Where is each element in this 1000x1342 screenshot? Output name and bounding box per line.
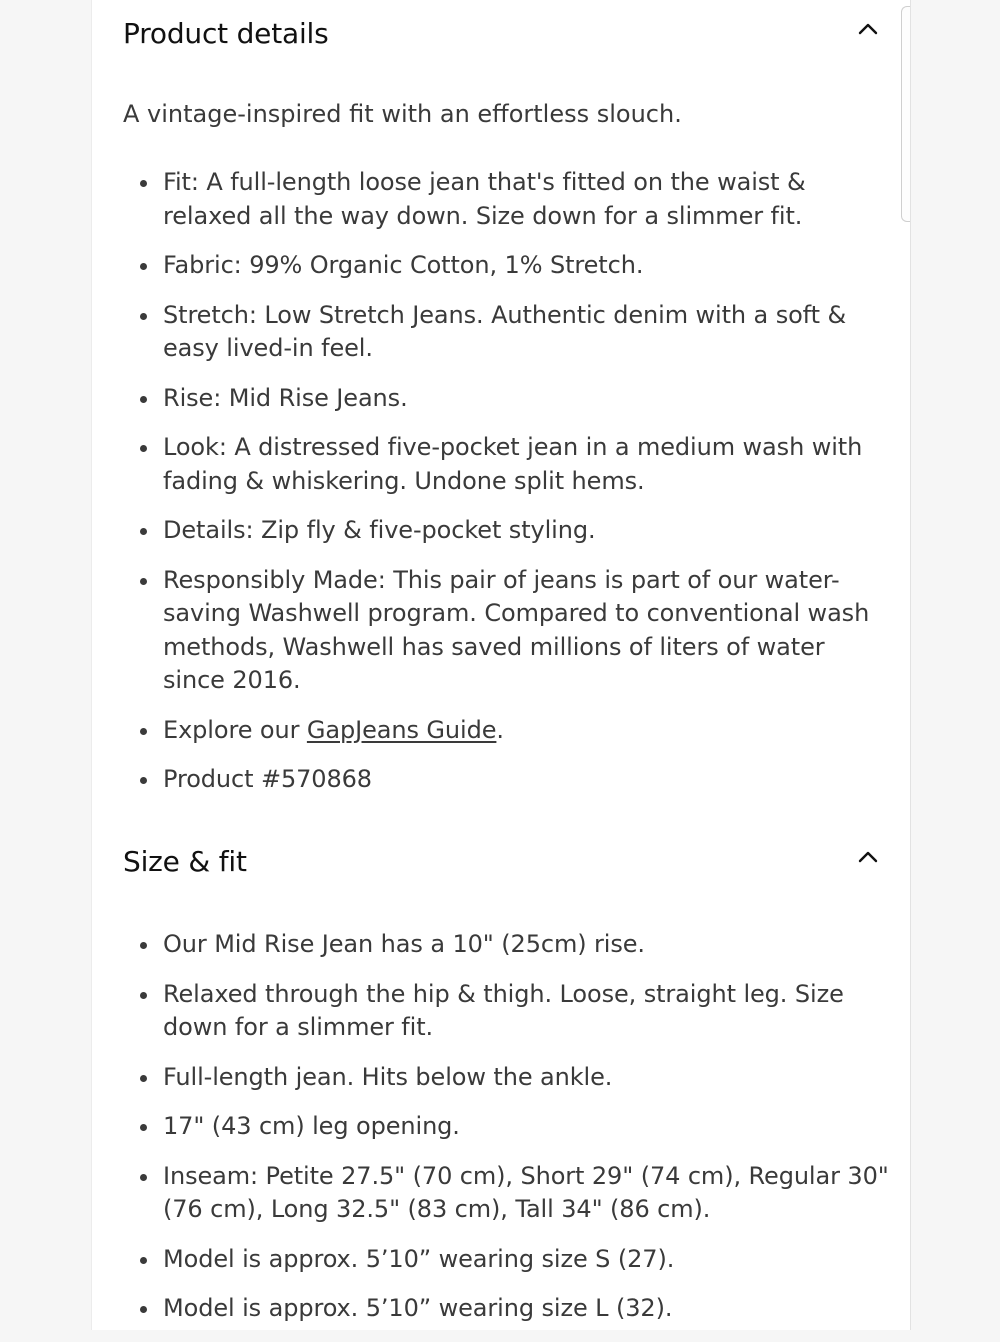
size-fit-list (123, 928, 893, 1342)
size-fit-title: Size & fit (123, 845, 247, 878)
size-fit-header[interactable] (123, 840, 883, 884)
list-item: Full-length jean. Hits below the ankle. (123, 1061, 893, 1095)
list-item: Look: A distressed five-pocket jean in a medium wash with fading & whiskering. Undone split hems. (123, 431, 893, 498)
list-item: Fabric: 99% Organic Cotton, 1% Stretch. (123, 249, 893, 283)
list-item: Our Mid Rise Jean has a 10" (25cm) rise. (123, 928, 893, 962)
scrollbar-thumb[interactable] (901, 6, 910, 222)
list-item: 17" (43 cm) leg opening. (123, 1110, 893, 1144)
list-item: Model is approx. 5’10” wearing size L (32). (123, 1292, 893, 1326)
list-item: Fit: A full-length loose jean that's fitted on the waist & relaxed all the way down. Size down for a slimmer fit. (123, 166, 893, 233)
product-details-header[interactable] (123, 12, 883, 56)
explore-suffix: . (496, 715, 504, 744)
list-item: Details: Zip fly & five-pocket styling. (123, 514, 893, 548)
list-item: Inseam: Petite 27.5" (70 cm), Short 29" (74 cm), Regular 30" (76 cm), Long 32.5" (83 cm), Tall 34" (86 cm). (123, 1160, 893, 1227)
product-description: A vintage-inspired fit with an effortless slouch. (123, 100, 682, 128)
product-details-title: Product details (123, 17, 329, 50)
product-details-list (123, 166, 893, 813)
list-item: Relaxed through the hip & thigh. Loose, straight leg. Size down for a slimmer fit. (123, 978, 893, 1045)
chevron-up-icon[interactable] (857, 18, 879, 40)
list-item: Stretch: Low Stretch Jeans. Authentic denim with a soft & easy lived-in feel. (123, 299, 893, 366)
list-item: Model is approx. 5’10” wearing size S (27). (123, 1243, 893, 1277)
product-number: Product #570868 (123, 763, 893, 797)
list-item: Responsibly Made: This pair of jeans is part of our water-saving Washwell program. Compared to conventional wash methods, Washwell has saved millions of liters of water since 2016. (123, 564, 893, 698)
list-item-explore (123, 714, 893, 748)
list-item: Rise: Mid Rise Jeans. (123, 382, 893, 416)
chevron-up-icon[interactable] (857, 846, 879, 868)
gapjeans-guide-link[interactable]: GapJeans Guide (306, 715, 497, 744)
explore-prefix: Explore our (163, 715, 307, 744)
